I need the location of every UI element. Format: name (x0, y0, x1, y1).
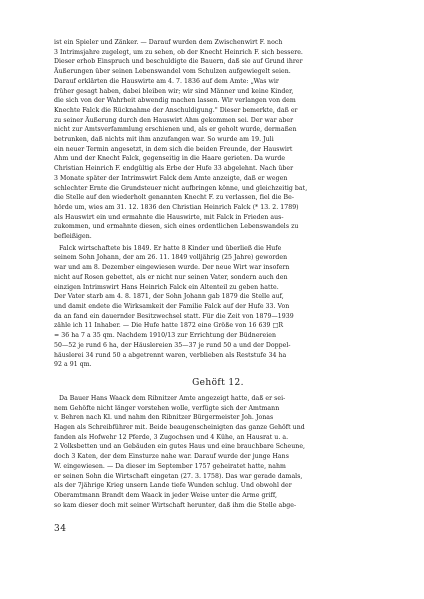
paragraph-2 (54, 244, 382, 370)
text-line: zähle ich 11 Inhaber. — Die Hufe hatte 1872 eine Größe von 16 639 □R (54, 322, 284, 330)
text-line: war und am 8. Dezember eingewiesen wurde. Der neue Wirt war insofern (54, 264, 290, 272)
text-line: 92 a 91 qm. (54, 361, 92, 369)
text-line: Da Bauer Hans Waack dem Ribnitzer Amte angezeigt hatte, daß er sei- (59, 394, 286, 402)
text-line: = 36 ha 7 a 35 qm. Nachdem 1910/13 zur Errichtung der Büdnereien (54, 332, 277, 340)
text-line: befleißigen. (54, 233, 92, 241)
text-line: Der Vater starb am 4. 8. 1871, der Sohn Johann gab 1879 die Stelle auf, (54, 293, 284, 301)
text-line: Knechte Falck die Rücknahme der Anschuldigung." Dieser bemerkte, daß er (54, 106, 298, 114)
text-line: zu seiner Äußerung durch den Hauswirt Ahm gekommen sei. Der war aber (54, 116, 294, 124)
text-line: als der 7jährige Krieg unsern Lande tiefe Wunden schlug. Und obwohl der (54, 482, 292, 490)
page-number: 34 (54, 524, 67, 534)
text-line: und damit endete die Wirksamkeit der Familie Falck auf der Hufe 33. Von (54, 302, 290, 310)
text-line: zukommen, und ermahnte diesen, sich eines ordentlichen Lebenswandels zu (54, 223, 299, 231)
text-line: da an fand ein dauernder Besitzwechsel statt. Für die Zeit von 1879—1939 (54, 312, 294, 320)
text-line: Dieser erhob Einspruch und beschuldigte die Bauern, daß sie auf Grund ihrer (54, 58, 303, 66)
text-line: schlechter Ernte die Grundsteuer nicht aufbringen könne, und gleichzeitig bat, (54, 184, 308, 192)
text-line: seinem Sohn Johann, der am 26. 11. 1849 volljährig (25 Jahre) geworden (54, 254, 288, 262)
text-line: W. eingewiesen. — Da dieser im September 1757 geheiratet hatte, nahm (54, 462, 286, 470)
text-line: häuslerei 34 rund 50 a abgetrennt waren, verblieben als Reststufe 34 ha (54, 351, 287, 359)
text-line: er seinen Sohn die Wirtschaft eingetan (27. 3. 1758). Das war gerade damals, (54, 472, 303, 480)
page-text (54, 38, 382, 510)
section-heading: Gehöft 12. (192, 377, 244, 388)
text-line: ist ein Spieler und Zänker. — Darauf wurden dem Zwischenwirt F. noch (54, 39, 283, 46)
text-line: nem Gehöfte nicht länger vorstehen wolle, verfügte sich der Amtmann (54, 404, 280, 412)
paragraph-1 (54, 38, 382, 242)
text-line: Äußerungen über seinen Lebenswandel vom Schulzen aufgewiegelt seien. (54, 68, 291, 76)
text-line: Ahm und der Knecht Falck, gegenseitig in die Haare gerieten. Da wurde (54, 155, 286, 163)
text-line: so kam dieser doch mit seiner Wirtschaft herunter, daß ihm die Stelle abge- (54, 501, 297, 509)
text-line: hörde um, wies am 31. 12. 1836 den Christian Heinrich Falck (* 13. 2. 1789) (54, 203, 299, 211)
text-line: v. Behren nach Kl. und nahm den Ribnitzer Bürgermeister Joh. Jonas (54, 414, 274, 422)
text-line: nicht auf Rosen gebettet, als er nicht nur seinen Vater, sondern auch den (54, 273, 288, 281)
text-line: betrunken, daß nichts mit ihm anzufangen war. So wurde am 19. Juli (54, 136, 274, 144)
text-line: doch 3 Katen, der dem Einsturze nahe war. Darauf wurde der junge Hans (54, 453, 289, 461)
text-line: Falck wirtschaftete bis 1849. Er hatte 8 Kinder und überließ die Hufe (59, 244, 282, 252)
text-line: früher gesagt haben, dabei bleiben wir; wir sind Männer und keine Kinder, (54, 87, 294, 95)
text-line: Darauf erklärten die Hauswirte am 4. 7. 1836 auf dem Amte: „Was wir (54, 77, 279, 85)
text-line: einzigen Intrimswirt Hans Heinrich Falck ein Altenteil zu geben hatte. (54, 283, 279, 291)
text-line: 3 Intrimsjahre zugelegt, um zu sehen, ob der Knecht Heinrich F. sich bessere. (54, 48, 303, 56)
text-line: als Hauswirt ein und ermahnte die Hauswirte, mit Falck in Frieden aus- (54, 213, 284, 221)
text-line: fanden als Hofwehr 12 Pferde, 3 Zugochsen und 4 Kühe, an Hausrat u. a. (54, 433, 289, 441)
text-line: die Stelle auf den wiederholt genannten Knecht F. zu verlassen, fiel die Be- (54, 194, 294, 202)
paragraph-3 (54, 394, 382, 510)
text-line: Hagen als Schreibführer mit. Beide beaugenscheinigten das ganze Gehöft und (54, 424, 305, 432)
text-line: Oberamtmann Brandt dem Waack in jeder Weise unter die Arme griff, (54, 491, 277, 499)
text-line: 50—52 je rund 6 ha, der Häuslereien 35—37 je rund 50 a und der Doppel- (54, 341, 291, 349)
text-line: die sich von der Wahrheit abwendig machen lassen. Wir verlangen von dem (54, 97, 296, 105)
text-line: ein neuer Termin angesetzt, in dem sich die beiden Freunde, der Hauswirt (54, 145, 293, 153)
text-line: nicht zur Amtsverfammlung erschienen und, als er geholt wurde, dermaßen (54, 126, 297, 134)
text-line: Christian Heinrich F. endgültig als Erbe der Hufe 33 abgelehnt. Nach über (54, 165, 294, 173)
text-line: 2 Volksbetten und an Gebäuden ein gutes Haus und eine brauchbare Scheune, (54, 443, 306, 451)
text-line: 3 Monate später der Intrimswirt Falck dem Amte anzeigte, daß er wegen (54, 174, 288, 182)
